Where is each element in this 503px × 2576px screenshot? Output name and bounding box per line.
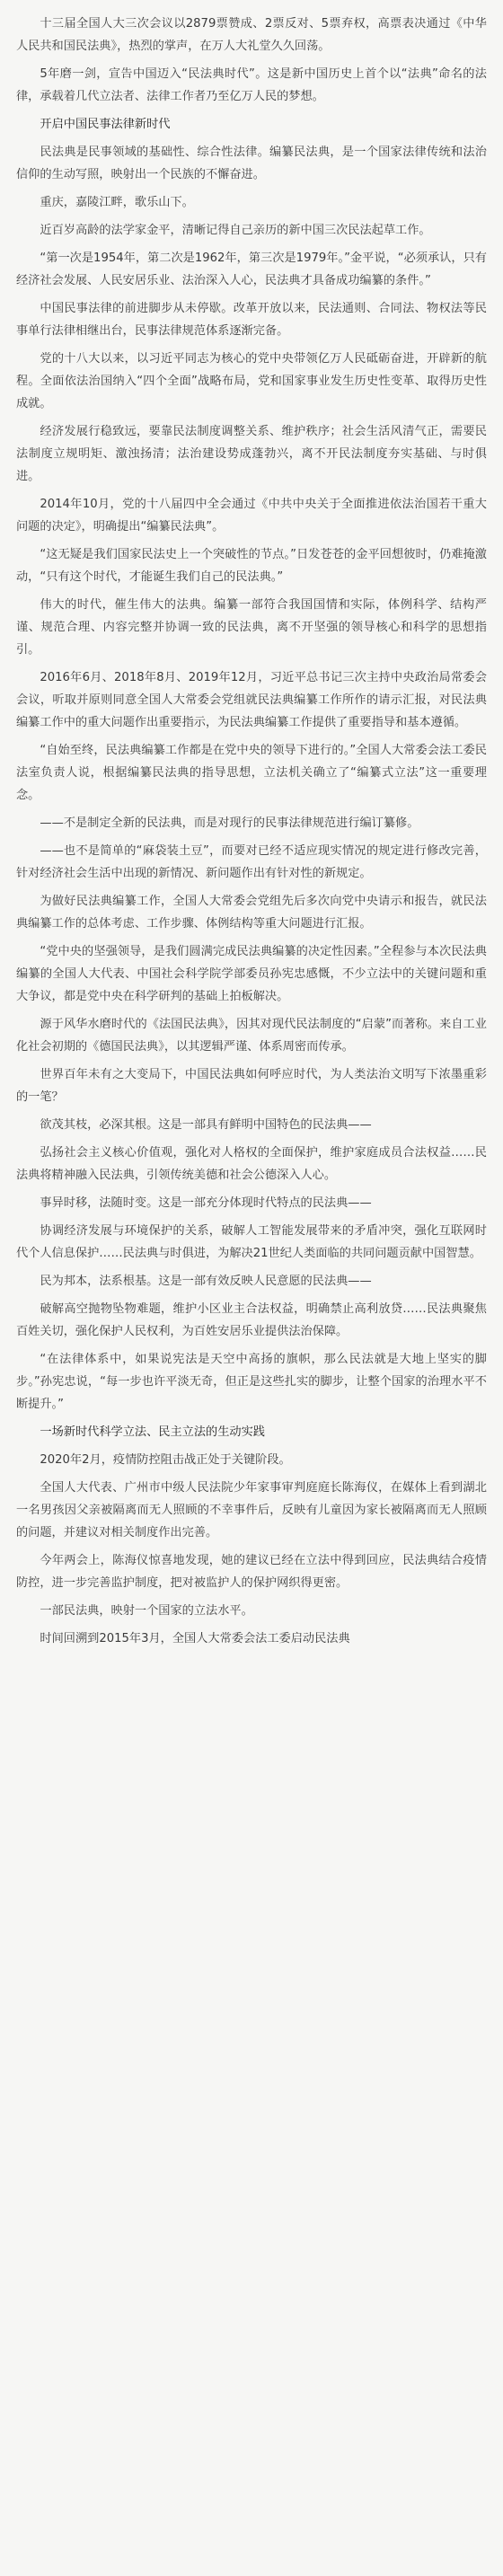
paragraph: 事异时移，法随时变。这是一部充分体现时代特点的民法典—— xyxy=(40,1196,372,1210)
section-heading: 开启中国民事法律新时代 xyxy=(40,118,171,131)
paragraph: 一部民法典，映射一个国家的立法水平。 xyxy=(40,1604,253,1618)
paragraph: “这无疑是我们国家民法史上一个突破性的节点。”日发苍苍的金平回想彼时，仍难掩激动，“只有这个时代，才能诞生我们自己的民法典。” xyxy=(16,548,487,584)
paragraph: 2016年6月、2018年8月、2019年12月，习近平总书记三次主持中央政治局常委会会议，听取并原则同意全国人大常委会党组就民法典编纂工作所作的请示汇报，对民法典编纂工作中的重大问题作出重要指示，为民法典编纂工作提供了重要指导和基本遵循。 xyxy=(16,671,487,729)
section-heading: 一场新时代科学立法、民主立法的生动实践 xyxy=(40,1425,265,1439)
paragraph: 欲茂其枝，必深其根。这是一部具有鲜明中国特色的民法典—— xyxy=(40,1118,372,1132)
paragraph: 为做好民法典编纂工作，全国人大常委会党组先后多次向党中央请示和报告，就民法典编纂工作的总体考虑、工作步骤、体例结构等重大问题进行汇报。 xyxy=(16,895,487,931)
paragraph: 弘扬社会主义核心价值观，强化对人格权的全面保护，维护家庭成员合法权益……民法典将精神融入民法典，引领传统美德和社会公德深入人心。 xyxy=(16,1146,487,1182)
paragraph: 民法典是民事领域的基础性、综合性法律。编纂民法典，是一个国家法律传统和法治信仰的生动写照，映射出一个民族的不懈奋进。 xyxy=(16,146,487,181)
paragraph: 党的十八大以来，以习近平同志为核心的党中央带领亿万人民砥砺奋进，开辟新的航程。全面依法治国纳入“四个全面”战略布局，党和国家事业发生历史性变革、取得历史性成就。 xyxy=(16,352,487,410)
paragraph: 全国人大代表、广州市中级人民法院少年家事审判庭庭长陈海仪，在媒体上看到湖北一名男孩因父亲被隔离而无人照顾的不幸事件后，反映有儿童因为家长被隔离而无人照顾的问题，并建议对相关制度作出完善。 xyxy=(16,1481,487,1539)
paragraph: 中国民事法律的前进脚步从未停歇。改革开放以来，民法通则、合同法、物权法等民事单行法律相继出台，民事法律规范体系逐渐完备。 xyxy=(16,302,487,338)
paragraph: 2014年10月，党的十八届四中全会通过《中共中央关于全面推进依法治国若干重大问题的决定》，明确提出“编纂民法典”。 xyxy=(16,498,487,534)
paragraph: 经济发展行稳致远，要靠民法制度调整关系、维护秩序；社会生活风清气正，需要民法制度立规明矩、激浊扬清；法治建设势成蓬勃兴，离不开民法制度夯实基础、与时俱进。 xyxy=(16,425,487,483)
paragraph: 今年两会上，陈海仪惊喜地发现，她的建议已经在立法中得到回应，民法典结合疫情防控，进一步完善监护制度，把对被监护人的保护网织得更密。 xyxy=(16,1554,487,1590)
paragraph: “自始至终，民法典编纂工作都是在党中央的领导下进行的。”全国人大常委会法工委民法室负责人说，根据编纂民法典的指导思想，立法机关确立了“编纂式立法”这一重要理念。 xyxy=(16,744,487,802)
paragraph: 近百岁高龄的法学家金平，清晰记得自己亲历的新中国三次民法起草工作。 xyxy=(40,224,431,237)
paragraph: 十三届全国人大三次会议以2879票赞成、2票反对、5票弃权，高票表决通过《中华人民共和国民法典》，热烈的掌声，在万人大礼堂久久回荡。 xyxy=(16,17,487,53)
paragraph: “党中央的坚强领导，是我们圆满完成民法典编纂的决定性因素。”全程参与本次民法典编纂的全国人大代表、中国社会科学院学部委员孙宪忠感慨，不少立法中的关键问题和重大争议，都是党中央在科学研判的基础上拍板解决。 xyxy=(16,945,487,1003)
paragraph: ——不是制定全新的民法典，而是对现行的民事法律规范进行编订纂修。 xyxy=(40,816,419,830)
paragraph: 5年磨一剑，宣告中国迈入“民法典时代”。这是新中国历史上首个以“法典”命名的法律，承载着几代立法者、法律工作者乃至亿万人民的梦想。 xyxy=(16,67,487,103)
paragraph: 伟大的时代，催生伟大的法典。编纂一部符合我国国情和实际，体例科学、结构严谨、规范合理、内容完整并协调一致的民法典，离不开坚强的领导核心和科学的思想指引。 xyxy=(16,598,487,657)
paragraph: 2020年2月，疫情防控阻击战正处于关键阶段。 xyxy=(40,1453,291,1467)
paragraph: 时间回溯到2015年3月，全国人大常委会法工委启动民法典 xyxy=(40,1632,350,1645)
paragraph: 世界百年未有之大变局下，中国民法典如何呼应时代，为人类法治文明写下浓墨重彩的一笔？ xyxy=(16,1068,487,1104)
paragraph: 协调经济发展与环境保护的关系，破解人工智能发展带来的矛盾冲突，强化互联网时代个人信息保护……民法典与时俱进，为解决21世纪人类面临的共同问题贡献中国智慧。 xyxy=(16,1224,487,1260)
paragraph: 源于风华水磨时代的《法国民法典》，因其对现代民法制度的“启蒙”而著称。来自工业化社会初期的《德国民法典》，以其逻辑严谨、体系周密而传承。 xyxy=(16,1018,487,1054)
article-body xyxy=(16,13,487,1650)
paragraph: “第一次是1954年，第二次是1962年，第三次是1979年。”金平说，“必须承认，只有经济社会发展、人民安居乐业、法治深入人心，民法典才具备成功编纂的条件。” xyxy=(16,251,487,287)
paragraph: 重庆，嘉陵江畔，歌乐山下。 xyxy=(40,196,194,209)
paragraph: ——也不是简单的“麻袋装土豆”，而要对已经不适应现实情况的规定进行修改完善，针对经济社会生活中出现的新情况、新问题作出有针对性的新规定。 xyxy=(16,844,487,880)
paragraph: 破解高空抛物坠物难题，维护小区业主合法权益，明确禁止高利放贷……民法典聚焦百姓关切，强化保护人民权利，为百姓安居乐业提供法治保障。 xyxy=(16,1302,487,1338)
paragraph: “在法律体系中，如果说宪法是天空中高扬的旗帜，那么民法就是大地上坚实的脚步。”孙宪忠说，“每一步也许平淡无奇，但正是这些扎实的脚步，让整个国家的治理水平不断提升。” xyxy=(16,1353,487,1411)
paragraph: 民为邦本，法系根基。这是一部有效反映人民意愿的民法典—— xyxy=(40,1275,372,1288)
